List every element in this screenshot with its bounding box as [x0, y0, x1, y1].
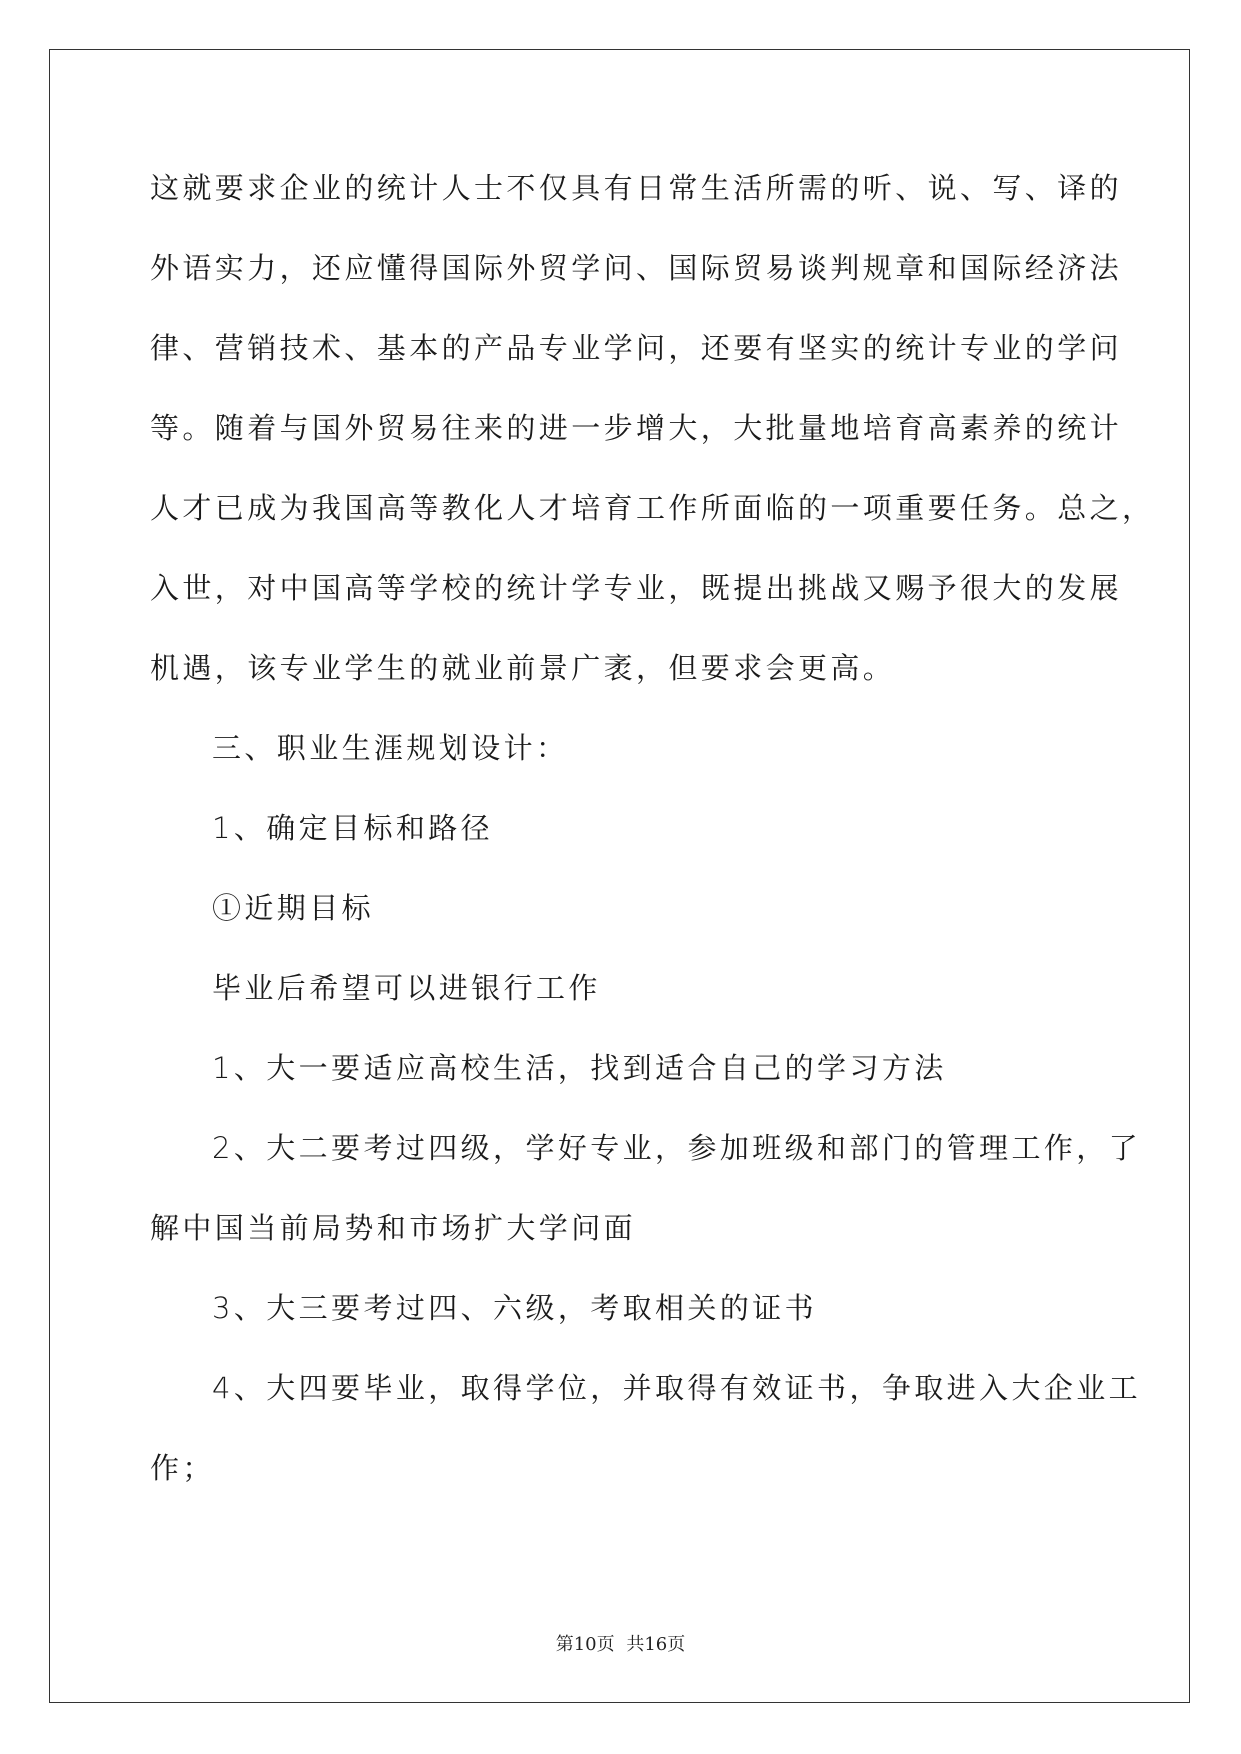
section-heading: 三、职业生涯规划设计：	[212, 731, 569, 765]
goal-heading: ①近期目标	[212, 891, 375, 925]
list-item-2-continued: 解中国当前局势和市场扩大学问面	[150, 1211, 637, 1245]
text-line-3: 律、营销技术、基本的产品专业学问，还要有坚实的统计专业的学问	[150, 331, 1123, 365]
page-frame	[49, 49, 1190, 1703]
text-line-5: 人才已成为我国高等教化人才培育工作所面临的一项重要任务。总之，	[150, 491, 1155, 525]
page-footer: 第10页 共16页	[555, 1634, 686, 1655]
text-line-4: 等。随着与国外贸易往来的进一步增大，大批量地培育高素养的统计	[150, 411, 1123, 445]
text-line-2: 外语实力，还应懂得国际外贸学问、国际贸易谈判规章和国际经济法	[150, 251, 1123, 285]
list-item-2: 2、大二要考过四级，学好专业，参加班级和部门的管理工作，了	[212, 1131, 1142, 1165]
text-line-11: 毕业后希望可以进银行工作	[212, 971, 601, 1005]
text-line-7: 机遇，该专业学生的就业前景广袤，但要求会更高。	[150, 651, 896, 685]
list-item-1: 1、大一要适应高校生活，找到适合自己的学习方法	[212, 1051, 947, 1085]
list-item-3: 3、大三要考过四、六级，考取相关的证书	[212, 1291, 818, 1325]
text-line-6: 入世，对中国高等学校的统计学专业，既提出挑战又赐予很大的发展	[150, 571, 1123, 605]
list-item-4: 4、大四要毕业，取得学位，并取得有效证书，争取进入大企业工	[212, 1371, 1142, 1405]
text-line-1: 这就要求企业的统计人士不仅具有日常生活所需的听、说、写、译的	[150, 171, 1123, 205]
subsection-heading: 1、确定目标和路径	[212, 811, 494, 845]
list-item-4-continued: 作；	[150, 1451, 215, 1485]
